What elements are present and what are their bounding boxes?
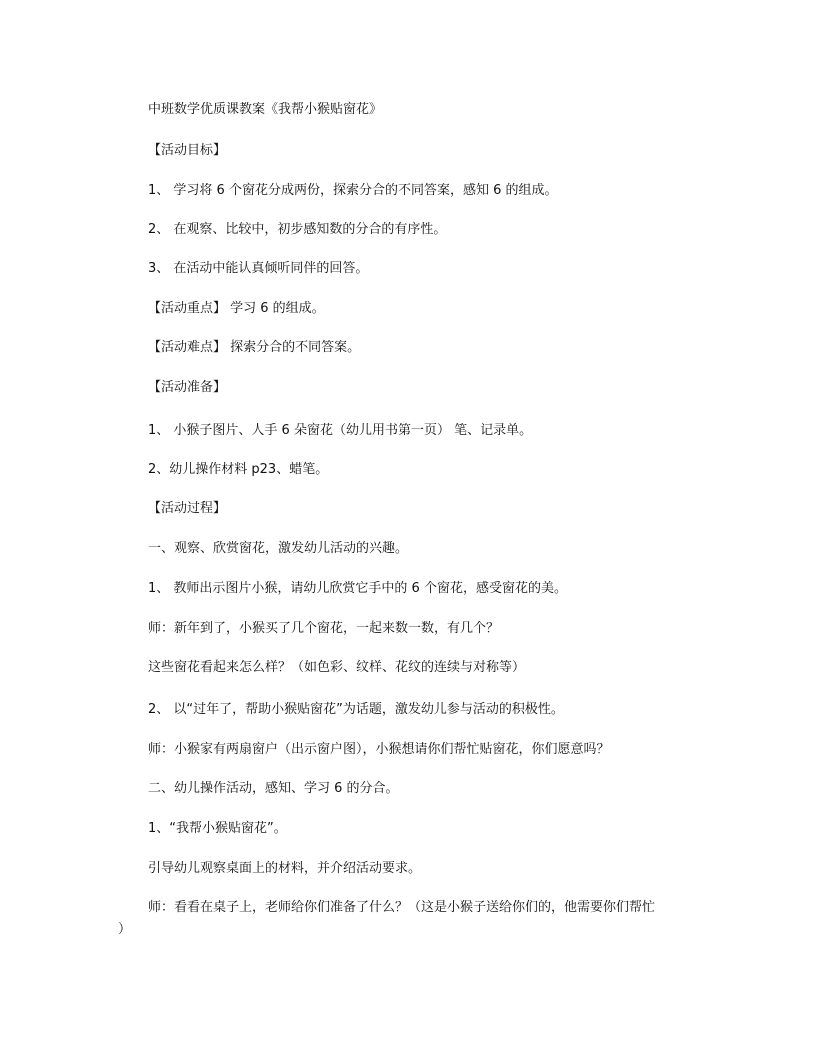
paragraph: 2、 以“过年了，帮助小猴贴窗花”为话题，激发幼儿参与活动的积极性。	[148, 702, 564, 717]
paragraph: 师：看看在桌子上，老师给你们准备了什么？（这是小猴子送给你们的，他需要你们帮忙	[148, 900, 656, 915]
paragraph: 2、 在观察、比较中，初步感知数的分合的有序性。	[148, 222, 447, 237]
paragraph: 这些窗花看起来怎么样？（如色彩、纹样、花纹的连续与对称等）	[148, 660, 526, 675]
paragraph: 3、 在活动中能认真倾听同伴的回答。	[148, 261, 369, 276]
document-title: 中班数学优质课教案《我帮小猴贴窗花》	[148, 102, 383, 117]
section-heading-key-point: 【活动重点】 学习 6 的组成。	[148, 301, 325, 316]
paragraph: 引导幼儿观察桌面上的材料，并介绍活动要求。	[148, 861, 422, 876]
paragraph-continuation: ）	[118, 922, 132, 937]
section-heading-process: 【活动过程】	[148, 501, 227, 516]
section-heading-difficulty: 【活动难点】 探索分合的不同答案。	[148, 340, 361, 355]
section-heading-goals: 【活动目标】	[148, 143, 227, 158]
paragraph: 2、幼儿操作材料 p23、蜡笔。	[148, 462, 329, 477]
paragraph: 师：新年到了，小猴买了几个窗花，一起来数一数，有几个？	[148, 621, 500, 636]
section-heading-preparation: 【活动准备】	[148, 380, 227, 395]
paragraph: 1、“我帮小猴贴窗花”。	[148, 821, 287, 836]
paragraph: 1、 教师出示图片小猴，请幼儿欣赏它手中的 6 个窗花，感受窗花的美。	[148, 581, 567, 596]
paragraph: 一、观察、欣赏窗花，激发幼儿活动的兴趣。	[148, 541, 409, 556]
paragraph: 二、幼儿操作活动，感知、学习 6 的分合。	[148, 781, 399, 796]
paragraph: 1、 学习将 6 个窗花分成两份，探索分合的不同答案，感知 6 的组成。	[148, 183, 558, 198]
paragraph: 1、 小猴子图片、人手 6 朵窗花（幼儿用书第一页） 笔、记录单。	[148, 423, 533, 438]
paragraph: 师：小猴家有两扇窗户（出示窗户图），小猴想请你们帮忙贴窗花，你们愿意吗？	[148, 742, 610, 757]
